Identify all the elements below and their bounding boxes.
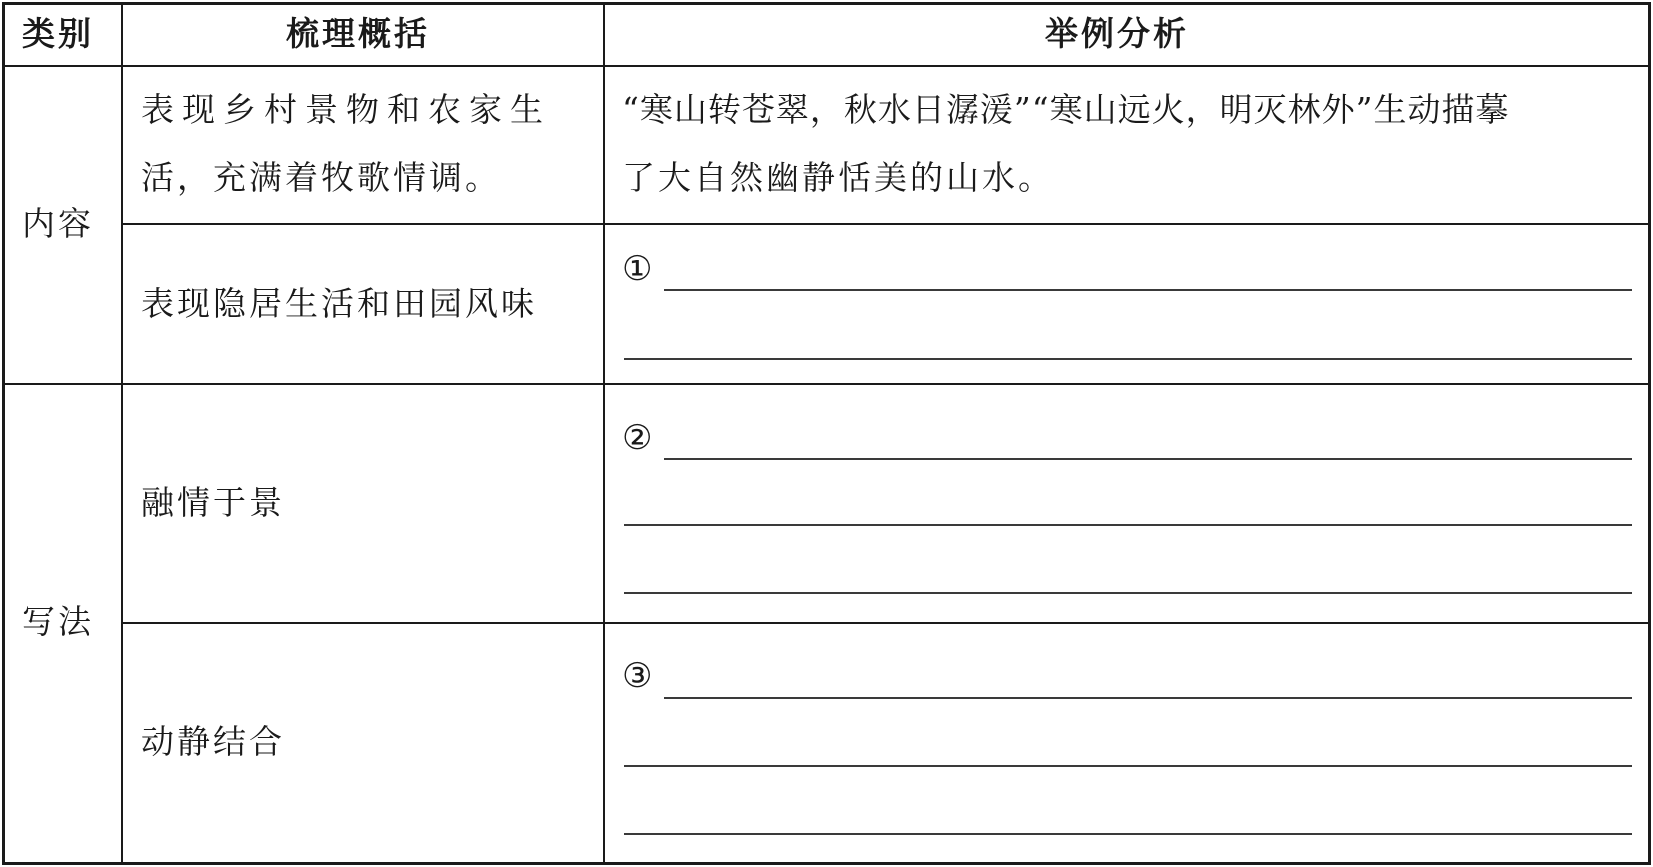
answer-blank-line[interactable] [624, 833, 1632, 835]
summary-text: 表现隐居生活和田园风味 [141, 284, 537, 323]
summary-text: 融情于景 [141, 483, 285, 522]
content-row-divider [121, 223, 1651, 225]
summary-text: 表现乡村景物和农家生 [141, 90, 551, 129]
answer-blank-line[interactable] [624, 592, 1632, 594]
blank-number: ② [622, 418, 653, 458]
summary-text: 活，充满着牧歌情调。 [141, 158, 501, 197]
answer-blank-line[interactable] [664, 697, 1632, 699]
method-row-divider [121, 622, 1651, 624]
answer-blank-line[interactable] [624, 524, 1632, 526]
blank-number: ③ [622, 656, 653, 696]
analysis-text: “寒山转苍翠，秋水日潺湲”“寒山远火，明灭林外”生动描摹 [622, 90, 1510, 129]
column-divider-1 [121, 2, 123, 864]
table-border-bottom [2, 862, 1651, 865]
summary-text: 动静结合 [141, 722, 285, 761]
header-divider [2, 65, 1651, 67]
header-category: 类别 [22, 14, 94, 53]
header-summary: 梳理概括 [286, 14, 430, 53]
analysis-text: 了大自然幽静恬美的山水。 [622, 158, 1054, 197]
answer-blank-line[interactable] [624, 765, 1632, 767]
blank-number: ① [622, 249, 653, 289]
section-divider [2, 383, 1651, 385]
table-border-top [2, 2, 1651, 5]
table-border-right [1648, 2, 1651, 864]
answer-blank-line[interactable] [664, 458, 1632, 460]
column-divider-2 [603, 2, 605, 864]
header-analysis: 举例分析 [1045, 14, 1189, 53]
category-method: 写法 [22, 602, 94, 641]
answer-blank-line[interactable] [664, 289, 1632, 291]
table-border-left [2, 2, 5, 864]
answer-blank-line[interactable] [624, 358, 1632, 360]
category-content: 内容 [22, 204, 94, 243]
